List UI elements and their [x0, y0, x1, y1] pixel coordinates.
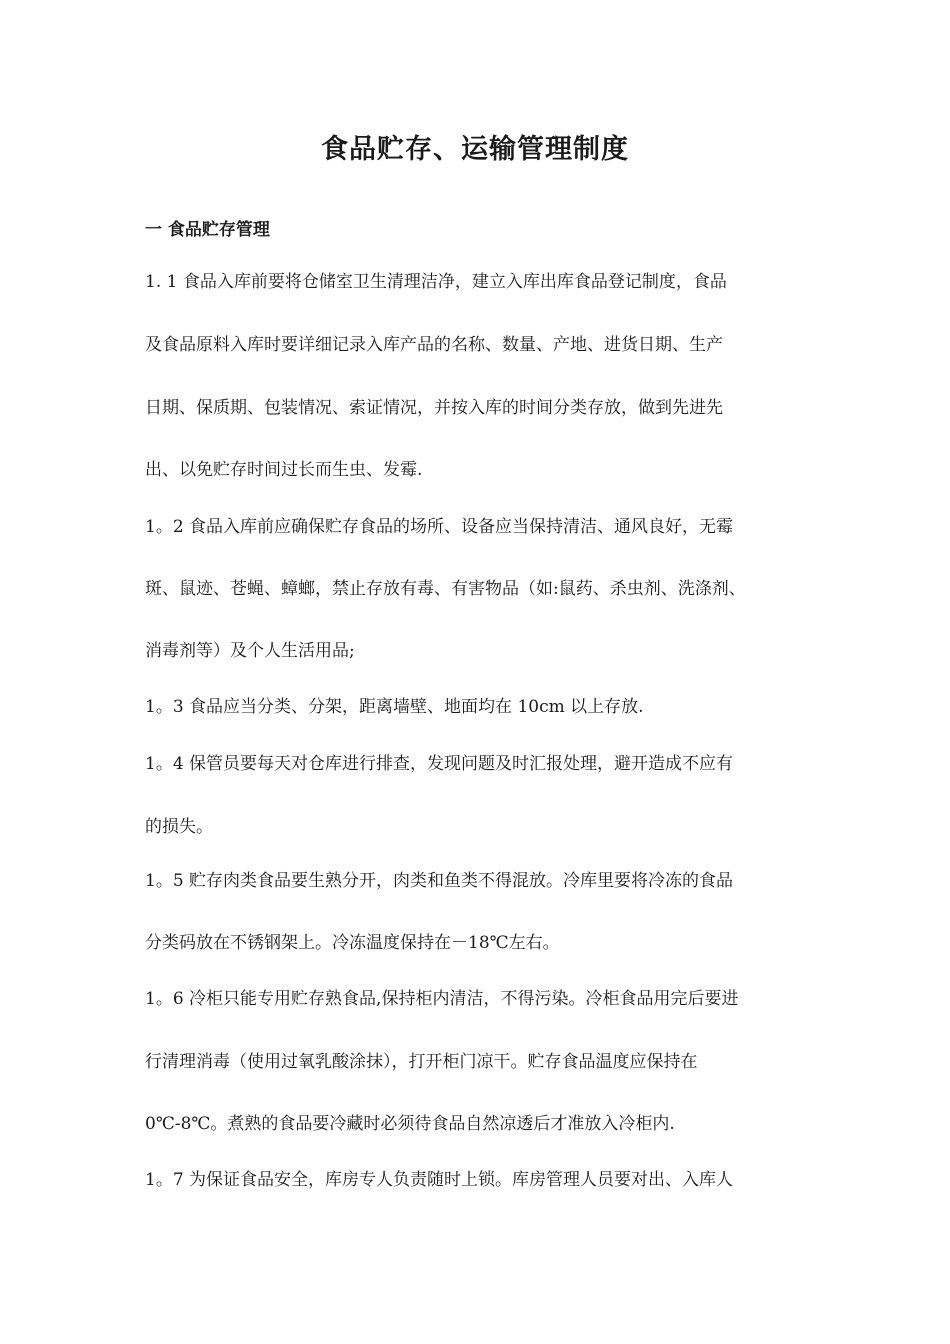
paragraph-line: 1。4 保管员要每天对仓库进行排查，发现问题及时汇报处理，避开造成不应有 [145, 754, 734, 774]
paragraph-line: 1。3 食品应当分类、分架，距离墙壁、地面均在 10cm 以上存放. [145, 697, 644, 717]
paragraph-line: 消毒剂等）及个人生活用品; [145, 641, 355, 661]
section-heading: 一 食品贮存管理 [145, 220, 270, 240]
paragraph-line: 1. 1 食品入库前要将仓储室卫生清理洁净，建立入库出库食品登记制度，食品 [145, 272, 727, 292]
paragraph-line: 1。5 贮存肉类食品要生熟分开，肉类和鱼类不得混放。冷库里要将冷冻的食品 [145, 871, 734, 891]
paragraph-line: 及食品原料入库时要详细记录入库产品的名称、数量、产地、进货日期、生产 [145, 335, 723, 355]
paragraph-line: 分类码放在不锈钢架上。冷冻温度保持在－18℃左右。 [145, 933, 560, 953]
paragraph-line: 0℃-8℃。煮熟的食品要冷藏时必须待食品自然凉透后才准放入冷柜内. [145, 1114, 675, 1134]
paragraph-line: 斑、鼠迹、苍蝇、蟑螂，禁止存放有毒、有害物品（如:鼠药、杀虫剂、洗涤剂、 [145, 579, 746, 599]
paragraph-line: 1。7 为保证食品安全，库房专人负责随时上锁。库房管理人员要对出、入库人 [145, 1170, 734, 1190]
page-title: 食品贮存、运输管理制度 [321, 134, 629, 165]
paragraph-line: 1。2 食品入库前应确保贮存食品的场所、设备应当保持清洁、通风良好，无霉 [145, 517, 734, 537]
paragraph-line: 的损失。 [145, 817, 213, 837]
paragraph-line: 1。6 冷柜只能专用贮存熟食品,保持柜内清洁，不得污染。冷柜食品用完后要进 [145, 989, 739, 1009]
paragraph-line: 行清理消毒（使用过氧乳酸涂抹），打开柜门凉干。贮存食品温度应保持在 [145, 1052, 698, 1072]
paragraph-line: 日期、保质期、包装情况、索证情况，并按入库的时间分类存放，做到先进先 [145, 398, 723, 418]
paragraph-line: 出、以免贮存时间过长而生虫、发霉. [145, 460, 423, 480]
